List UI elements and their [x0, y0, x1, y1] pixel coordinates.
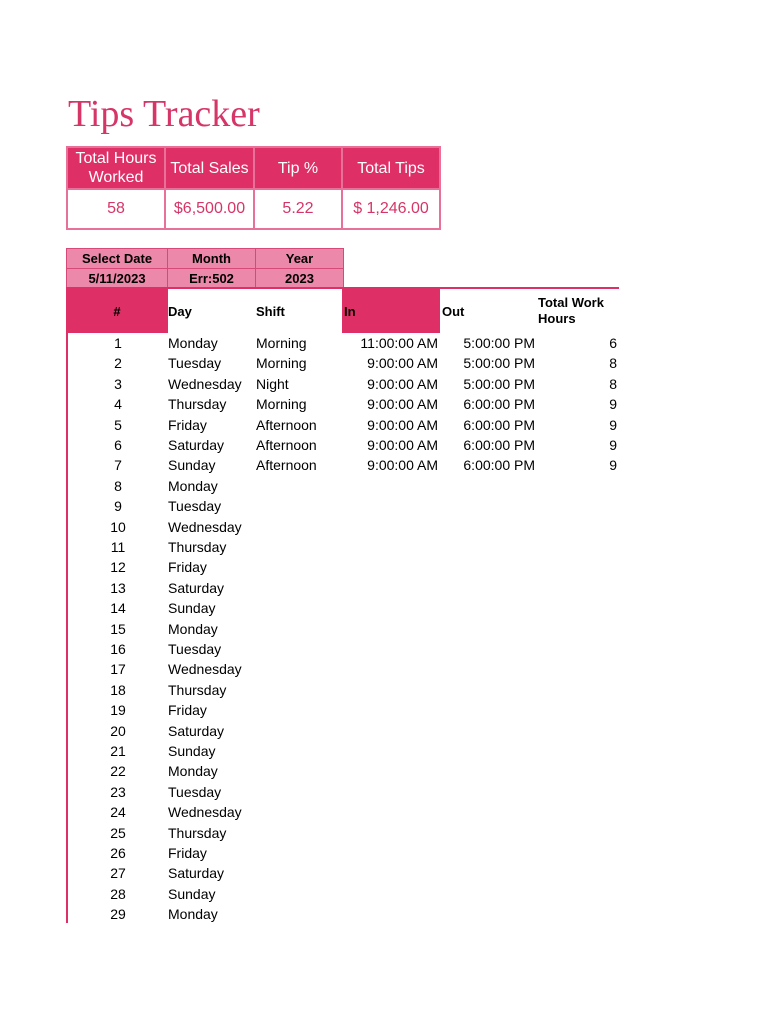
row-day: Wednesday	[168, 661, 242, 678]
total-hours-value[interactable]: 58	[66, 188, 166, 230]
row-day: Friday	[168, 559, 207, 576]
row-day: Sunday	[168, 885, 216, 902]
table-row[interactable]	[68, 496, 620, 516]
year-header: Year	[255, 248, 344, 269]
row-day: Tuesday	[168, 783, 222, 800]
row-number: 29	[110, 906, 126, 923]
row-total-hours: 6	[609, 335, 617, 351]
table-row[interactable]	[68, 476, 620, 496]
row-day: Friday	[168, 416, 207, 433]
row-number: 12	[110, 559, 126, 576]
row-number: 6	[114, 437, 122, 453]
row-total-hours: 8	[609, 375, 617, 392]
row-number: 5	[114, 416, 122, 433]
row-day: Tuesday	[168, 355, 222, 372]
table-row[interactable]	[68, 353, 620, 373]
table-row[interactable]	[68, 863, 620, 883]
row-shift: Morning	[256, 396, 307, 413]
row-number: 2	[114, 355, 122, 372]
table-row[interactable]	[68, 517, 620, 537]
row-day: Sunday	[168, 743, 216, 759]
row-day: Tuesday	[168, 498, 222, 515]
row-day: Monday	[168, 763, 218, 780]
row-number: 28	[110, 885, 126, 902]
row-shift: Afternoon	[256, 457, 317, 474]
row-number: 21	[110, 743, 126, 759]
row-day: Monday	[168, 335, 218, 351]
row-number: 20	[110, 722, 126, 739]
table-row[interactable]	[68, 598, 620, 618]
row-number: 14	[110, 600, 126, 617]
total-tips-header: Total Tips	[341, 146, 441, 190]
row-out-time: 6:00:00 PM	[463, 396, 535, 413]
row-day: Saturday	[168, 865, 225, 882]
row-number: 1	[114, 335, 122, 351]
table-row[interactable]	[68, 639, 620, 659]
table-row[interactable]	[68, 884, 620, 904]
row-number: 24	[110, 804, 126, 821]
row-day: Saturday	[168, 579, 225, 596]
col-header-out: Out	[442, 303, 465, 319]
table-row[interactable]	[68, 394, 620, 414]
row-number: 19	[110, 702, 126, 719]
table-row[interactable]	[68, 455, 620, 475]
row-in-time: 9:00:00 AM	[367, 457, 438, 474]
row-number: 3	[114, 375, 122, 392]
row-number: 4	[114, 396, 122, 413]
row-total-hours: 8	[609, 355, 617, 372]
row-shift: Night	[256, 375, 289, 392]
row-day: Tuesday	[168, 641, 222, 657]
row-number: 25	[110, 824, 126, 841]
table-row[interactable]	[68, 333, 620, 353]
table-row[interactable]	[68, 741, 620, 761]
row-shift: Afternoon	[256, 416, 317, 433]
table-row[interactable]	[68, 761, 620, 781]
row-in-time: 9:00:00 AM	[367, 416, 438, 433]
row-total-hours: 9	[609, 457, 617, 474]
row-day: Monday	[168, 620, 218, 637]
table-row[interactable]	[68, 802, 620, 822]
row-day: Saturday	[168, 437, 225, 453]
row-number: 26	[110, 845, 126, 861]
row-total-hours: 9	[609, 437, 617, 453]
table-row[interactable]	[68, 782, 620, 802]
row-day: Saturday	[168, 722, 225, 739]
row-number: 16	[110, 641, 126, 657]
year-value: 2023	[255, 268, 344, 289]
row-number: 27	[110, 865, 126, 882]
table-row[interactable]	[68, 659, 620, 679]
col-header-day: Day	[168, 303, 192, 319]
row-number: 22	[110, 763, 126, 780]
row-day: Monday	[168, 477, 218, 494]
total-hours-header: Total Hours Worked	[66, 146, 166, 190]
tip-percent-header: Tip %	[253, 146, 343, 190]
table-row[interactable]	[68, 537, 620, 557]
row-day: Thursday	[168, 539, 227, 555]
row-shift: Morning	[256, 355, 307, 372]
row-number: 18	[110, 681, 126, 698]
row-number: 11	[110, 539, 126, 555]
row-day: Thursday	[168, 396, 227, 413]
total-sales-value[interactable]: $6,500.00	[164, 188, 255, 230]
table-row[interactable]	[68, 843, 620, 863]
month-header: Month	[167, 248, 256, 269]
row-day: Friday	[168, 702, 207, 719]
tip-percent-value[interactable]: 5.22	[253, 188, 343, 230]
row-in-time: 9:00:00 AM	[367, 375, 438, 392]
table-row[interactable]	[68, 578, 620, 598]
col-header-shift: Shift	[256, 303, 285, 319]
row-number: 8	[114, 477, 122, 494]
table-row[interactable]	[68, 415, 620, 435]
table-row[interactable]	[68, 557, 620, 577]
table-row[interactable]	[68, 904, 620, 924]
row-out-time: 5:00:00 PM	[463, 335, 535, 351]
row-in-time: 9:00:00 AM	[367, 437, 438, 453]
row-number: 23	[110, 783, 126, 800]
page-title: Tips Tracker	[68, 93, 260, 135]
row-in-time: 11:00:00 AM	[360, 335, 438, 351]
total-sales-header: Total Sales	[164, 146, 255, 190]
row-day: Sunday	[168, 600, 216, 617]
table-row[interactable]	[68, 721, 620, 741]
row-day: Thursday	[168, 824, 227, 841]
row-shift: Morning	[256, 335, 307, 351]
row-day: Thursday	[168, 681, 227, 698]
row-out-time: 6:00:00 PM	[463, 437, 535, 453]
table-row[interactable]	[68, 435, 620, 455]
table-row[interactable]	[68, 680, 620, 700]
table-row[interactable]	[68, 374, 620, 394]
row-day: Sunday	[168, 457, 216, 474]
col-header-in: In	[342, 289, 440, 333]
row-out-time: 5:00:00 PM	[463, 355, 535, 372]
row-number: 13	[110, 579, 126, 596]
select-date-input[interactable]: 5/11/2023	[66, 268, 168, 289]
row-day: Friday	[168, 845, 207, 861]
table-row[interactable]	[68, 619, 620, 639]
col-header-total-hours: Total Work Hours	[538, 295, 604, 326]
month-value: Err:502	[167, 268, 256, 289]
row-day: Wednesday	[168, 375, 242, 392]
col-header-num: #	[66, 289, 168, 333]
row-day: Wednesday	[168, 804, 242, 821]
row-in-time: 9:00:00 AM	[367, 396, 438, 413]
row-number: 10	[110, 518, 126, 535]
row-total-hours: 9	[609, 416, 617, 433]
row-in-time: 9:00:00 AM	[367, 355, 438, 372]
row-out-time: 5:00:00 PM	[463, 375, 535, 392]
select-date-header: Select Date	[66, 248, 168, 269]
total-tips-value[interactable]: $ 1,246.00	[341, 188, 441, 230]
table-row[interactable]	[68, 823, 620, 843]
row-day: Monday	[168, 906, 218, 923]
row-number: 9	[114, 498, 122, 515]
row-shift: Afternoon	[256, 437, 317, 453]
row-number: 15	[110, 620, 126, 637]
row-day: Wednesday	[168, 518, 242, 535]
row-out-time: 6:00:00 PM	[463, 457, 535, 474]
row-number: 17	[110, 661, 126, 678]
table-row[interactable]	[68, 700, 620, 720]
row-out-time: 6:00:00 PM	[463, 416, 535, 433]
row-number: 7	[114, 457, 122, 474]
row-total-hours: 9	[609, 396, 617, 413]
